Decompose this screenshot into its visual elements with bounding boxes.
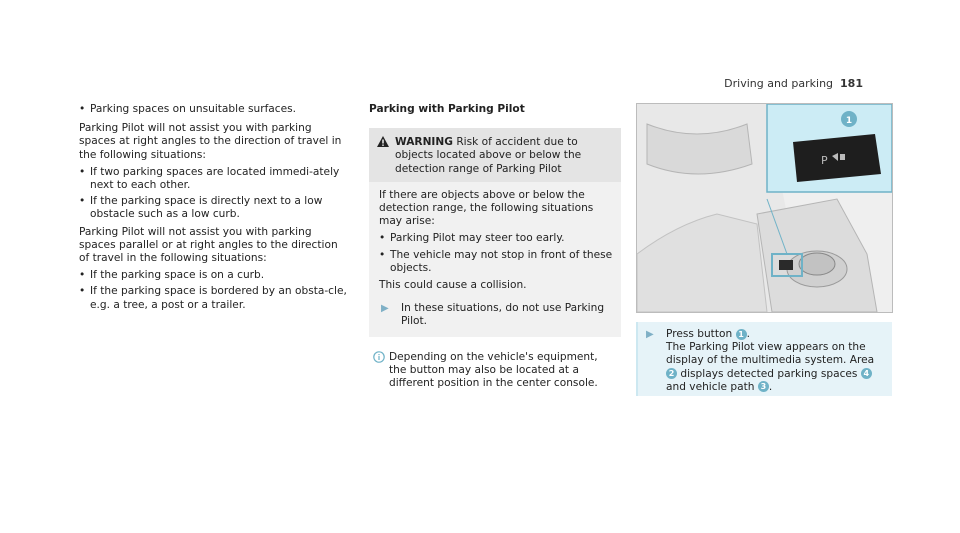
bullet-list: [79, 166, 351, 222]
list-item: • If the parking space is on a curb.: [79, 269, 265, 282]
section-title-header: Driving and parking: [724, 77, 834, 90]
warning-action-text: In these situations, do not use Parking Pilot.: [401, 302, 605, 328]
callout-badge: 1: [736, 329, 747, 340]
play-arrow-icon: ▶: [646, 329, 654, 340]
list-item: • If two parking spaces are located immedi-ately next to each other.: [79, 165, 340, 192]
column-left: [79, 103, 351, 316]
callout-badge: 4: [861, 368, 872, 379]
step-box: [636, 322, 892, 396]
step-text: Press button 1 . The Parking Pilot view appears on the display of the multimedia system. Area 2 displays detected parking spaces 4 and vehicle path 3 .: [666, 328, 875, 393]
warning-heading: Risk of accident due to objects located above or below the detection range of Parking Pilot: [395, 136, 582, 175]
warning-consequence: This could cause a collision.: [379, 279, 527, 292]
info-icon: [373, 351, 389, 391]
callout-badge: 2: [666, 368, 677, 379]
console-drawing: [637, 104, 892, 312]
warning-intro: If there are objects above or below the detection range, the following situations may arise:: [379, 188, 594, 228]
column-middle: [369, 103, 621, 400]
warning-list: [379, 232, 613, 275]
play-arrow-icon: ▶: [381, 303, 389, 315]
warning-header: [369, 128, 621, 182]
callout-badge: 3: [758, 381, 769, 392]
warning-box: [369, 128, 621, 336]
list-item: • Parking spaces on unsuitable surfaces.: [79, 103, 297, 115]
warning-body: [369, 182, 621, 337]
warning-label: WARNING: [395, 136, 453, 149]
paragraph: Parking Pilot will not assist you with parking spaces at right angles to the direction of travel in the following situations:: [79, 122, 342, 161]
top-bullet-list: [79, 103, 351, 116]
list-item: • If the parking space is bordered by an obsta-cle, e.g. a tree, a post or a trailer.: [79, 285, 347, 311]
page-number: 181: [840, 77, 863, 90]
console-illustration: [636, 103, 893, 313]
page-header: [724, 77, 863, 90]
bullet-list: [79, 269, 351, 312]
warning-triangle-icon: [377, 136, 395, 176]
note-text: Depending on the vehicle's equipment, the button may also be located at a different position in the center console.: [389, 350, 598, 390]
warning-action: [379, 302, 613, 328]
list-item: • Parking Pilot may steer too early.: [379, 232, 565, 245]
figure-callout: 1: [845, 116, 853, 126]
svg-text:P: P: [821, 154, 828, 167]
note-box: [369, 337, 621, 401]
list-item: • If the parking space is directly next to a low obstacle such as a low curb.: [79, 195, 323, 221]
paragraph: Parking Pilot will not assist you with parking spaces parallel or at right angles to the direction of travel in the following situations:: [79, 225, 338, 265]
section-heading: Parking with Parking Pilot: [369, 103, 525, 115]
list-item: • The vehicle may not stop in front of these objects.: [379, 248, 613, 274]
